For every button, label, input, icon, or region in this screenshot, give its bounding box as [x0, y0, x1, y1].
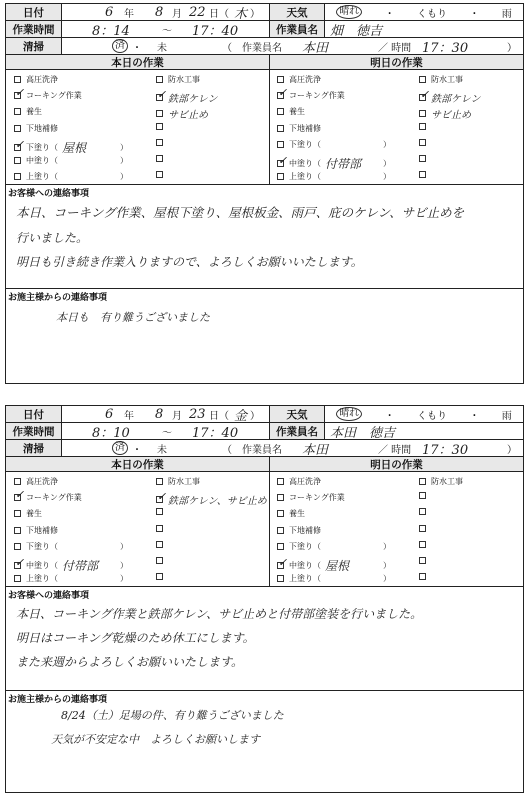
checklist-label: 防水工事	[431, 75, 463, 84]
weekday-value: 金	[234, 408, 248, 424]
checkbox[interactable]	[277, 108, 284, 115]
separator: ・	[132, 42, 142, 54]
checkbox[interactable]	[14, 173, 21, 180]
day-unit: 日（	[209, 410, 229, 422]
check-mark-icon: ✓	[15, 556, 25, 569]
checklist-item[interactable]	[419, 123, 431, 130]
checkbox[interactable]	[156, 155, 163, 162]
tomorrow-work-header: 明日の作業	[269, 55, 523, 69]
paren-close: ）	[120, 541, 128, 551]
month-unit: 月	[172, 8, 182, 20]
hours-value	[61, 21, 269, 37]
checkbox[interactable]	[277, 141, 284, 148]
checklist-label: 下塗り（	[289, 139, 321, 149]
cleaning-row	[6, 440, 523, 457]
today-work-header: 本日の作業	[6, 55, 269, 69]
checklist-label: 防水工事	[168, 477, 200, 486]
month-unit: 月	[172, 410, 182, 422]
checkbox[interactable]	[156, 541, 163, 548]
checkbox[interactable]	[419, 88, 430, 102]
checklist-item[interactable]	[277, 171, 391, 182]
separator: ・	[384, 410, 395, 422]
checklist-item[interactable]	[156, 508, 168, 515]
checklist-item[interactable]	[419, 557, 431, 564]
paren-close: ）	[120, 156, 128, 165]
date-label: 日付	[6, 406, 61, 422]
checkbox[interactable]	[277, 527, 284, 534]
date-value	[61, 4, 269, 20]
checkbox[interactable]	[156, 76, 163, 83]
checklist-item[interactable]	[419, 541, 431, 548]
checklist-item[interactable]	[14, 139, 128, 156]
checkbox[interactable]	[14, 137, 25, 151]
checklist-item[interactable]	[14, 541, 128, 552]
checklist-item[interactable]	[277, 525, 321, 536]
cleaning-worker: 本田	[302, 442, 329, 458]
checklist-item[interactable]	[14, 525, 58, 536]
checklist-item[interactable]	[14, 155, 128, 166]
today-work-header: 本日の作業	[6, 457, 269, 471]
check-mark-icon: ✓	[15, 488, 25, 502]
checkbox[interactable]	[277, 86, 288, 100]
customer-note-line: 行いました。	[16, 231, 89, 245]
cleaning-done: 済	[112, 441, 128, 455]
checkbox[interactable]	[14, 543, 21, 550]
checklist-item[interactable]	[277, 573, 391, 584]
hours-row	[6, 21, 523, 38]
checklist-note: 屋根	[325, 559, 350, 573]
tilde: ～	[162, 25, 172, 37]
checklist-label: 上塗り（	[289, 574, 321, 584]
cleaning-row	[6, 38, 523, 55]
customer-notes-title: お客様への連絡事項	[8, 591, 90, 601]
cleaning-label: 清掃	[6, 38, 61, 54]
paren-close: ）	[383, 574, 391, 584]
separator: ・	[132, 444, 142, 456]
checklist-item[interactable]	[419, 106, 471, 121]
checklist-item[interactable]	[419, 508, 431, 515]
checklist-label: 高圧洗浄	[26, 477, 58, 486]
check-mark-icon: ✓	[278, 556, 288, 569]
checklist-item[interactable]	[277, 508, 305, 519]
cleaning-time: 17：30	[422, 442, 469, 458]
weekday-close: ）	[250, 8, 260, 20]
checkbox[interactable]	[419, 171, 426, 178]
paren-close: ）	[383, 541, 391, 551]
checkbox[interactable]	[419, 557, 426, 564]
checklist-area	[6, 70, 523, 185]
customer-notes-section	[6, 185, 523, 288]
checklist-label: 防水工事	[431, 477, 463, 486]
date-row	[6, 406, 523, 423]
weather-options	[324, 4, 523, 20]
checkbox[interactable]	[277, 494, 284, 501]
checklist-label: 養生	[26, 107, 42, 117]
checklist-item[interactable]	[419, 74, 463, 85]
checklist-label: 防水工事	[168, 75, 200, 84]
checklist-item[interactable]	[14, 573, 128, 584]
hours-label: 作業時間	[6, 21, 61, 37]
year-unit: 年	[124, 8, 134, 20]
checkbox[interactable]	[419, 155, 426, 162]
weekday-close: ）	[250, 410, 260, 422]
checkbox[interactable]	[156, 490, 167, 504]
checklist-note: 鉄部ケレン	[431, 94, 481, 106]
weather-cloudy: くもり	[416, 8, 447, 20]
owner-notes-section	[6, 289, 523, 383]
checklist-label: 下地補修	[26, 123, 58, 133]
cleaning-value	[61, 440, 523, 456]
owner-notes-section	[6, 691, 523, 791]
weather-sunny: 晴れ	[336, 5, 362, 19]
paren-close: ）	[120, 142, 128, 152]
checkbox[interactable]	[14, 108, 21, 115]
checklist-item[interactable]	[277, 74, 321, 85]
paren-close: ）	[120, 574, 128, 584]
date-value	[61, 406, 269, 422]
checklist-label: 養生	[289, 509, 305, 519]
checklist-note: 付帯部	[62, 559, 99, 573]
tomorrow-checklist	[269, 472, 525, 587]
checklist-item[interactable]	[14, 476, 58, 487]
day-value: 23	[189, 406, 206, 422]
checklist-item[interactable]	[14, 508, 42, 519]
checklist-label: 下塗り（	[289, 541, 321, 551]
start-time: 8：14	[92, 23, 130, 39]
check-mark-icon: ✓	[278, 86, 288, 100]
checklist-label: 養生	[289, 107, 305, 117]
checklist-item[interactable]	[277, 86, 345, 101]
checkbox[interactable]	[14, 86, 25, 100]
checklist-label: コーキング作業	[289, 493, 345, 503]
checklist-item[interactable]	[14, 123, 58, 134]
checklist-label: 高圧洗浄	[289, 75, 321, 84]
checklist-label: 下地補修	[289, 123, 321, 133]
checklist-item[interactable]	[419, 155, 431, 162]
checklist-label: 高圧洗浄	[26, 75, 58, 84]
checkbox[interactable]	[156, 88, 167, 102]
worker-name: 畑 徳吉	[330, 23, 383, 39]
checklist-label: 中塗り（	[26, 156, 58, 165]
checklist-item[interactable]	[419, 492, 431, 499]
checkbox[interactable]	[14, 76, 21, 83]
cleaning-time-label: ／ 時間	[378, 444, 412, 456]
check-mark-icon: ✓	[157, 490, 167, 504]
cleaning-undone: 未	[157, 444, 167, 456]
tomorrow-checklist	[269, 70, 525, 185]
paren-close: ）	[120, 172, 128, 182]
day-unit: 日（	[209, 8, 229, 20]
checklist-item[interactable]	[277, 139, 391, 150]
checkbox[interactable]	[14, 478, 21, 485]
checkbox[interactable]	[14, 527, 21, 534]
checkbox[interactable]	[419, 110, 426, 117]
checkbox[interactable]	[14, 575, 21, 582]
cleaning-worker: 本田	[302, 40, 329, 56]
checklist-item[interactable]	[14, 74, 58, 85]
checkbox[interactable]	[156, 123, 163, 130]
date-label: 日付	[6, 4, 61, 20]
checkbox[interactable]	[156, 478, 163, 485]
checkbox[interactable]	[14, 488, 25, 502]
checkbox[interactable]	[419, 573, 426, 580]
checklist-item[interactable]	[419, 476, 463, 487]
checkbox[interactable]	[419, 478, 426, 485]
customer-notes-title: お客様への連絡事項	[8, 189, 90, 199]
end-time: 17：40	[192, 23, 239, 39]
checklist-item[interactable]	[14, 557, 128, 574]
checkbox[interactable]	[419, 76, 426, 83]
checklist-item[interactable]	[14, 86, 82, 101]
checkbox[interactable]	[14, 125, 21, 132]
checklist-item[interactable]	[14, 488, 82, 503]
weather-cloudy: くもり	[416, 410, 447, 422]
checklist-item[interactable]	[277, 155, 391, 172]
checklist-item[interactable]	[419, 90, 481, 105]
checklist-label: 養生	[26, 509, 42, 519]
worker-label: 作業員名	[269, 423, 324, 439]
checklist-note: 付帯部	[325, 157, 362, 171]
checklist-item[interactable]	[14, 171, 128, 182]
checkbox[interactable]	[156, 171, 163, 178]
checklist-label: コーキング作業	[26, 91, 82, 101]
month-value: 8	[155, 406, 164, 422]
weather-rain: 雨	[501, 410, 512, 422]
cleaning-time: 17：30	[422, 40, 469, 56]
customer-note-line: 明日はコーキング乾燥のため休工にします。	[16, 631, 255, 645]
month-value: 8	[155, 4, 164, 20]
checklist-item[interactable]	[277, 476, 321, 487]
checklist-item[interactable]	[156, 74, 200, 85]
checklist-label: 中塗り（	[289, 159, 321, 168]
checklist-item[interactable]	[156, 525, 168, 532]
work-header-row	[6, 55, 523, 70]
weather-options	[324, 406, 523, 422]
cleaning-label: 清掃	[6, 440, 61, 456]
checklist-note: サビ止め	[168, 110, 208, 122]
checklist-label: 高圧洗浄	[289, 477, 321, 486]
checklist-label: 下地補修	[289, 525, 321, 535]
weather-rain: 雨	[501, 8, 512, 20]
checklist-item[interactable]	[156, 155, 168, 162]
checklist-label: 下地補修	[26, 525, 58, 535]
year-unit: 年	[124, 410, 134, 422]
cleaning-undone: 未	[157, 42, 167, 54]
weekday-value: 木	[234, 6, 248, 22]
checkbox[interactable]	[277, 556, 288, 569]
work-header-row	[6, 457, 523, 472]
weather-label: 天気	[269, 4, 324, 20]
checkbox[interactable]	[419, 139, 426, 146]
checklist-label: 中塗り（	[289, 561, 321, 570]
customer-notes-section	[6, 587, 523, 690]
hours-row	[6, 423, 523, 440]
checklist-note: 鉄部ケレン、サビ止め	[168, 496, 267, 508]
checklist-item[interactable]	[277, 123, 321, 134]
paren-close: ）	[383, 172, 391, 182]
checklist-item[interactable]	[156, 492, 267, 507]
checklist-label: 上塗り（	[289, 172, 321, 182]
today-checklist	[6, 472, 269, 587]
checkbox[interactable]	[419, 508, 426, 515]
checklist-item[interactable]	[14, 106, 42, 117]
checklist-item[interactable]	[156, 139, 168, 146]
paren-close: ）	[507, 42, 517, 54]
owner-notes-title: お施主様からの連絡事項	[8, 293, 108, 303]
separator: ・	[384, 8, 395, 20]
date-row	[6, 4, 523, 21]
paren-close: ）	[507, 444, 517, 456]
checkbox[interactable]	[156, 110, 163, 117]
checklist-area	[6, 472, 523, 587]
checkbox[interactable]	[277, 510, 284, 517]
checkbox[interactable]	[14, 556, 25, 569]
checkbox[interactable]	[277, 76, 284, 83]
worker-value	[324, 423, 523, 439]
check-mark-icon: ✓	[15, 86, 25, 100]
customer-note-line: 本日、コーキング作業、屋根下塗り、屋根板金、雨戸、庇のケレン、サビ止めを	[16, 205, 465, 220]
paren-close: ）	[383, 139, 391, 149]
checkbox[interactable]	[277, 543, 284, 550]
checkbox[interactable]	[277, 173, 284, 180]
year-value: 6	[105, 4, 114, 20]
weather-sunny: 晴れ	[336, 407, 362, 421]
separator: ・	[469, 410, 480, 422]
checklist-note: 鉄部ケレン	[168, 94, 218, 106]
checklist-item[interactable]	[419, 171, 431, 178]
tomorrow-work-header: 明日の作業	[269, 457, 523, 471]
checklist-note: サビ止め	[431, 110, 471, 122]
checklist-item[interactable]	[419, 139, 431, 146]
owner-notes-title: お施主様からの連絡事項	[8, 695, 108, 705]
checklist-label: コーキング作業	[289, 91, 345, 101]
checklist-label: 下塗り（	[26, 541, 58, 551]
check-mark-icon: ✓	[420, 88, 430, 102]
checkbox[interactable]	[14, 157, 21, 164]
checkbox[interactable]	[156, 139, 163, 146]
checklist-item[interactable]	[277, 492, 345, 503]
day-value: 22	[189, 4, 206, 20]
cleaning-value	[61, 38, 523, 54]
check-mark-icon: ✓	[15, 137, 25, 151]
checkbox[interactable]	[419, 541, 426, 548]
paren-close: ）	[120, 561, 128, 570]
checklist-label: 上塗り（	[26, 172, 58, 182]
paren-close: ）	[383, 159, 391, 168]
today-checklist	[6, 70, 269, 185]
checkbox[interactable]	[277, 154, 288, 167]
checklist-item[interactable]	[156, 106, 208, 121]
check-mark-icon: ✓	[278, 154, 288, 167]
checklist-label: コーキング作業	[26, 493, 82, 503]
cleaning-worker-label: （ 作業員名	[222, 444, 282, 456]
weather-label: 天気	[269, 406, 324, 422]
checkbox[interactable]	[156, 573, 163, 580]
checkbox[interactable]	[277, 478, 284, 485]
checkbox[interactable]	[14, 510, 21, 517]
worker-value	[324, 21, 523, 37]
checkbox[interactable]	[156, 525, 163, 532]
customer-note-line: 明日も引き続き作業入りますので、よろしくお願いいたします。	[16, 255, 363, 269]
daily-report	[5, 3, 524, 384]
checklist-item[interactable]	[156, 476, 200, 487]
owner-note-line: 本日も 有り難うございました	[56, 311, 210, 324]
start-time: 8：10	[92, 425, 130, 441]
checkbox[interactable]	[156, 508, 163, 515]
owner-note-line: 8/24（土）足場の件、有り難うございました	[61, 709, 284, 722]
checklist-item[interactable]	[419, 573, 431, 580]
checklist-item[interactable]	[156, 171, 168, 178]
checkbox[interactable]	[419, 525, 426, 532]
paren-close: ）	[383, 561, 391, 570]
checkbox[interactable]	[277, 575, 284, 582]
checkbox[interactable]	[277, 125, 284, 132]
cleaning-done: 済	[112, 39, 128, 53]
checklist-item[interactable]	[156, 123, 168, 130]
checklist-item[interactable]	[156, 541, 168, 548]
worker-label: 作業員名	[269, 21, 324, 37]
checklist-item[interactable]	[156, 557, 168, 564]
checklist-item[interactable]	[156, 90, 218, 105]
year-value: 6	[105, 406, 114, 422]
daily-report	[5, 405, 524, 793]
check-mark-icon: ✓	[157, 88, 167, 102]
end-time: 17：40	[192, 425, 239, 441]
checklist-label: 中塗り（	[26, 561, 58, 570]
checkbox[interactable]	[419, 123, 426, 130]
hours-label: 作業時間	[6, 423, 61, 439]
hours-value	[61, 423, 269, 439]
checklist-item[interactable]	[277, 541, 391, 552]
cleaning-time-label: ／ 時間	[378, 42, 412, 54]
checklist-note: 屋根	[62, 140, 87, 155]
owner-note-line: 天気が不安定な中 よろしくお願いします	[51, 733, 260, 746]
tilde: ～	[162, 427, 172, 439]
checklist-label: 上塗り（	[26, 574, 58, 584]
checklist-item[interactable]	[277, 557, 391, 574]
checklist-item[interactable]	[419, 525, 431, 532]
separator: ・	[469, 8, 480, 20]
checklist-item[interactable]	[156, 573, 168, 580]
customer-note-line: また来週からよろしくお願いいたします。	[16, 655, 244, 669]
customer-note-line: 本日、コーキング作業と鉄部ケレン、サビ止めと付帯部塗装を行いました。	[16, 607, 423, 621]
checkbox[interactable]	[156, 557, 163, 564]
checkbox[interactable]	[419, 492, 426, 499]
checklist-label: 下塗り（	[26, 142, 58, 152]
checklist-item[interactable]	[277, 106, 305, 117]
worker-name: 本田 徳吉	[330, 425, 396, 441]
cleaning-worker-label: （ 作業員名	[222, 42, 282, 54]
